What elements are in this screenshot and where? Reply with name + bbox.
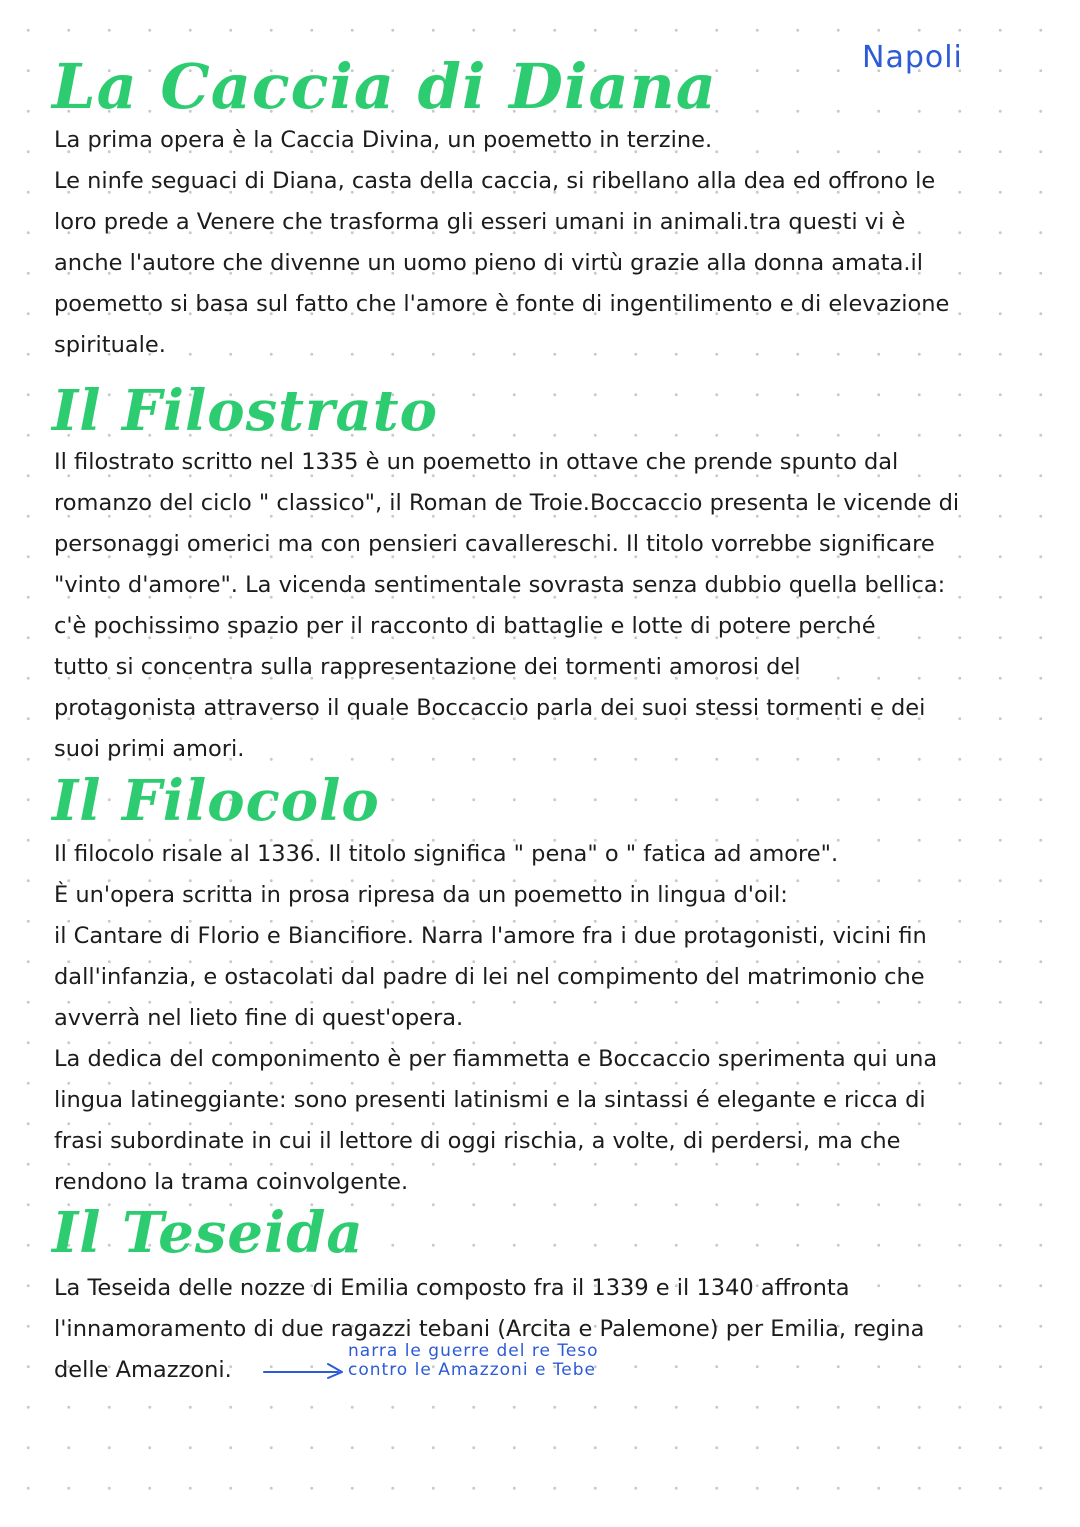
body-line: anche l'autore che divenne un uomo pieno di virtù grazie alla donna amata.il (54, 250, 924, 276)
body-line: tutto si concentra sulla rappresentazione dei tormenti amorosi del (54, 654, 801, 680)
body-line: Il filocolo risale al 1336. Il titolo significa " pena" o " fatica ad amore". (54, 841, 839, 867)
body-line: La Teseida delle nozze di Emilia composto fra il 1339 e il 1340 affronta (54, 1275, 850, 1301)
body-line: dall'infanzia, e ostacolati dal padre di lei nel compimento del matrimonio che (54, 964, 925, 990)
body-line: Le ninfe seguaci di Diana, casta della caccia, si ribellano alla dea ed offrono le (54, 168, 936, 194)
body-line: delle Amazzoni. (54, 1357, 232, 1383)
body-line: La dedica del componimento è per fiammetta e Boccaccio sperimenta qui una (54, 1046, 938, 1072)
section-body-caccia-di-diana (54, 120, 1054, 366)
section-title-caccia-di-diana: La Caccia di Diana (52, 50, 717, 123)
note-line: contro le Amazzoni e Tebe (348, 1360, 597, 1380)
body-line: personaggi omerici ma con pensieri cavallereschi. Il titolo vorrebbe significare (54, 531, 935, 557)
body-line: "vinto d'amore". La vicenda sentimentale sovrasta senza dubbio quella bellica: (54, 572, 946, 598)
arrow-right-icon (262, 1360, 348, 1380)
body-line: l'innamoramento di due ragazzi tebani (Arcita e Palemone) per Emilia, regina (54, 1316, 925, 1342)
body-line: È un'opera scritta in prosa ripresa da un poemetto in lingua d'oil: (54, 882, 788, 908)
section-body-filocolo (54, 834, 1054, 1203)
section-title-filocolo: Il Filocolo (52, 768, 380, 834)
body-line: romanzo del ciclo " classico", il Roman de Troie.Boccaccio presenta le vicende di (54, 490, 960, 516)
body-line: il Cantare di Florio e Biancifiore. Narra l'amore fra i due protagonisti, vicini fin (54, 923, 927, 949)
body-line: Il filostrato scritto nel 1335 è un poemetto in ottave che prende spunto dal (54, 449, 899, 475)
body-line: c'è pochissimo spazio per il racconto di battaglie e lotte di potere perché (54, 613, 876, 639)
body-line: spirituale. (54, 332, 166, 358)
city-note: Napoli (862, 40, 963, 75)
section-title-teseida: Il Teseida (52, 1200, 364, 1266)
body-line: avverrà nel lieto fine di quest'opera. (54, 1005, 464, 1031)
body-line: lingua latineggiante: sono presenti latinismi e la sintassi é elegante e ricca di (54, 1087, 926, 1113)
body-line: rendono la trama coinvolgente. (54, 1169, 409, 1195)
section-body-filostrato (54, 442, 1054, 770)
body-line: La prima opera è la Caccia Divina, un poemetto in terzine. (54, 127, 713, 153)
body-line: suoi primi amori. (54, 736, 245, 762)
handwritten-side-note (348, 1342, 599, 1380)
body-line: protagonista attraverso il quale Boccaccio parla dei suoi stessi tormenti e dei (54, 695, 926, 721)
note-line: narra le guerre del re Teso (348, 1341, 599, 1361)
body-line: loro prede a Venere che trasforma gli esseri umani in animali.tra questi vi è (54, 209, 906, 235)
section-title-filostrato: Il Filostrato (52, 378, 439, 444)
body-line: poemetto si basa sul fatto che l'amore è fonte di ingentilimento e di elevazione (54, 291, 950, 317)
body-line: frasi subordinate in cui il lettore di oggi rischia, a volte, di perdersi, ma che (54, 1128, 901, 1154)
